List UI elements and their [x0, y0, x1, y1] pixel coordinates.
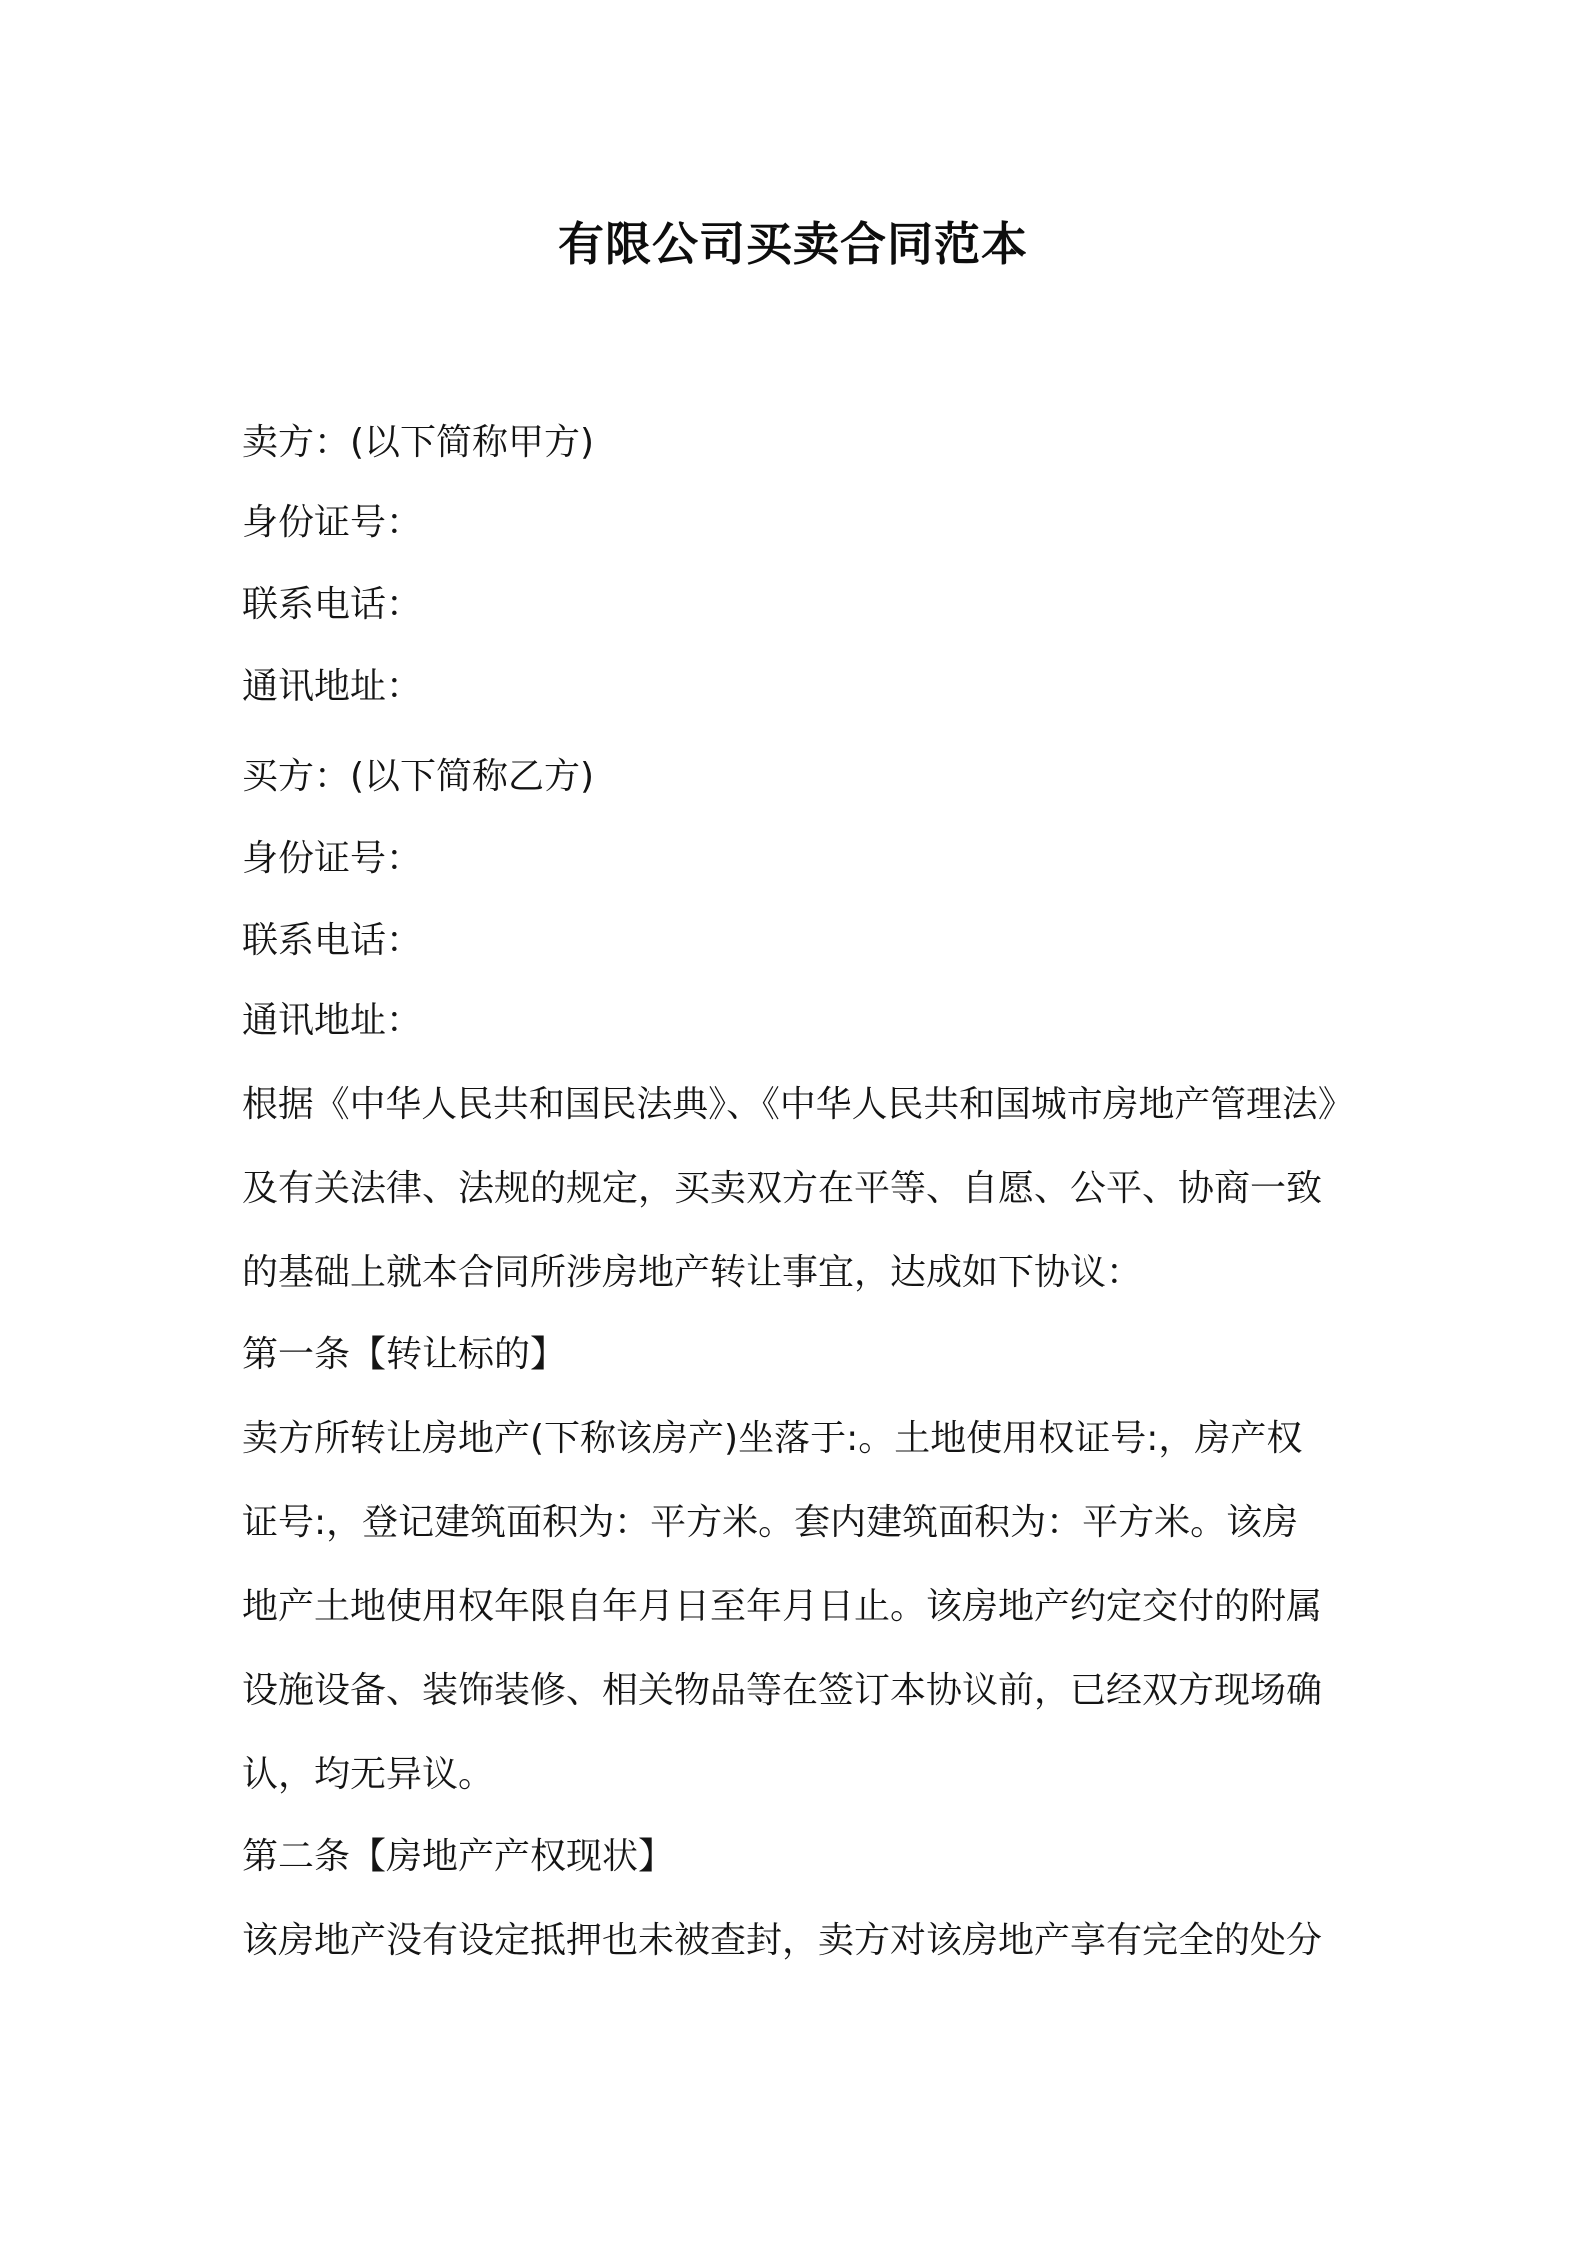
- seller-phone-label: 联系电话：: [242, 584, 423, 625]
- buyer-phone-label: 联系电话：: [242, 920, 423, 961]
- preamble-line: 及有关法律、法规的规定，买卖双方在平等、自愿、公平、协商一致: [242, 1168, 1323, 1209]
- article1-line: 认，均无异议。: [242, 1754, 495, 1795]
- seller-heading: 卖方：(以下简称甲方): [242, 422, 595, 463]
- buyer-heading: 买方：(以下简称乙方): [242, 756, 595, 797]
- article1-line: 地产土地使用权年限自年月日至年月日止。该房地产约定交付的附属: [242, 1586, 1323, 1627]
- preamble-line: 的基础上就本合同所涉房地产转让事宜，达成如下协议：: [242, 1252, 1143, 1293]
- buyer-id-label: 身份证号：: [242, 838, 423, 879]
- article1-line: 卖方所转让房地产(下称该房产)坐落于:。土地使用权证号:，房产权: [242, 1418, 1303, 1459]
- article1-heading: 第一条【转让标的】: [242, 1334, 567, 1375]
- article1-line: 设施设备、装饰装修、相关物品等在签订本协议前，已经双方现场确: [242, 1670, 1323, 1711]
- seller-id-label: 身份证号：: [242, 502, 423, 543]
- preamble-line: 根据《中华人民共和国民法典》、《中华人民共和国城市房地产管理法》: [242, 1084, 1354, 1125]
- document-title: 有限公司买卖合同范本: [558, 217, 1028, 271]
- article1-line: 证号:，登记建筑面积为：平方米。套内建筑面积为：平方米。该房: [242, 1502, 1299, 1543]
- seller-address-label: 通讯地址：: [242, 666, 423, 707]
- article2-line: 该房地产没有设定抵押也未被查封，卖方对该房地产享有完全的处分: [242, 1920, 1323, 1961]
- buyer-address-label: 通讯地址：: [242, 1000, 423, 1041]
- article2-heading: 第二条【房地产产权现状】: [242, 1836, 675, 1877]
